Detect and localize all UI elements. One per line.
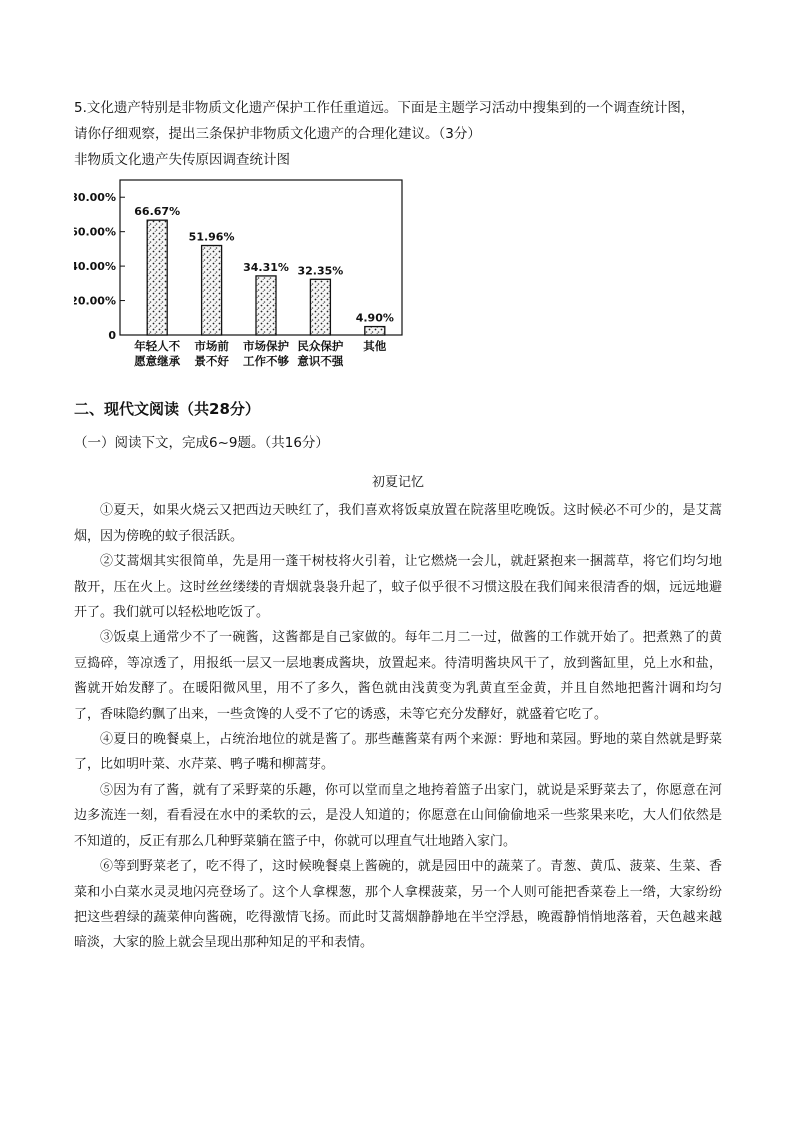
y-tick-label: 20.00% — [74, 294, 116, 308]
y-tick-label: 80.00% — [74, 191, 116, 205]
paragraph: ②艾蒿烟其实很简单，先是用一蓬干树枝将火引着，让它燃烧一会儿，就赶紧抱来一捆蒿草，将它们均匀地散开，压在火上。这时丝丝缕缕的青烟就袅袅升起了，蚊子似乎很不习惯这股在我们闻来很清香的烟，远远地避开了。我们就可以轻松地吃饭了。 — [74, 554, 722, 621]
bar — [256, 276, 276, 335]
bar-value-label: 4.90% — [355, 311, 394, 325]
category-label: 市场前 — [194, 339, 229, 353]
chart-container — [74, 178, 414, 373]
bar-chart — [74, 178, 414, 373]
category-label: 景不好 — [194, 354, 229, 368]
question-5-line-2: 请你仔细观察，提出三条保护非物质文化遗产的合理化建议。（3分） — [74, 126, 481, 142]
paragraph: ①夏天，如果火烧云又把西边天映红了，我们喜欢将饭桌放置在院落里吃晚饭。这时候必不可少的，是艾蒿烟，因为傍晚的蚊子很活跃。 — [74, 503, 722, 544]
bar — [310, 279, 330, 335]
bar-value-label: 51.96% — [188, 230, 235, 244]
paragraph: ⑥等到野菜老了，吃不得了，这时候晚餐桌上酱碗的，就是园田中的蔬菜了。青葱、黄瓜、菠菜、生菜、香菜和小白菜水灵灵地闪亮登场了。这个人拿棵葱，那个人拿棵菠菜，另一个人则可能把香菜卷上一绺，大家纷纷把这些碧绿的蔬菜伸向酱碗，吃得激情飞扬。而此时艾蒿烟静静地在半空浮悬，晚霞静悄悄地落着，天色越来越暗淡，大家的脸上就会呈现出那种知足的平和表情。 — [74, 859, 722, 951]
paragraph: ④夏日的晚餐桌上，占统治地位的就是酱了。那些蘸酱菜有两个来源：野地和菜园。野地的菜自然就是野菜了，比如明叶菜、水芹菜、鸭子嘴和柳蒿芽。 — [74, 732, 722, 773]
y-tick-label: 0 — [108, 329, 116, 342]
bar-value-label: 66.67% — [134, 205, 181, 219]
category-label: 意识不强 — [297, 354, 344, 368]
y-tick-label: 40.00% — [74, 260, 116, 274]
bar — [202, 246, 222, 335]
article-title: 初夏记忆 — [371, 475, 424, 490]
category-label: 愿意继承 — [134, 354, 181, 368]
bar-value-label: 32.35% — [297, 264, 344, 278]
chart-caption: 非物质文化遗产失传原因调查统计图 — [74, 152, 290, 168]
category-label: 年轻人不 — [134, 339, 181, 353]
category-label: 市场保护 — [243, 339, 289, 353]
section-2-title: 二、现代文阅读（共28分） — [74, 400, 260, 418]
question-5-line-1: 5.文化遗产特别是非物质文化遗产保护工作任重道远。下面是主题学习活动中搜集到的一个调查统计图， — [74, 100, 695, 116]
category-label: 其他 — [363, 339, 387, 353]
bar — [147, 220, 167, 335]
category-label: 民众保护 — [297, 339, 344, 353]
question-5 — [74, 95, 734, 173]
paragraph: ③饭桌上通常少不了一碗酱，这酱都是自己家做的。每年二月二一过，做酱的工作就开始了。把煮熟了的黄豆捣碎，等凉透了，用报纸一层又一层地裹成酱块，放置起来。待清明酱块风干了，放到酱缸里，兑上水和盐，酱就开始发酵了。在暖阳微风里，用不了多久，酱色就由浅黄变为乳黄直至金黄，并且自然地把酱汁调和均匀了，香味隐约飘了出来，一些贪馋的人受不了它的诱惑，未等它充分发酵好，就盛着它吃了。 — [74, 630, 722, 722]
category-label: 工作不够 — [243, 354, 289, 368]
article — [74, 470, 722, 956]
paragraph: ⑤因为有了酱，就有了采野菜的乐趣，你可以堂而皇之地挎着篮子出家门，就说是采野菜去了，你愿意在河边多流连一刻，看看浸在水中的柔软的云，是没人知道的；你愿意在山间偷偷地采一些浆果来吃，大人们依然是不知道的，反正有那么几种野菜躺在篮子中，你就可以理直气壮地踏入家门。 — [74, 782, 722, 849]
y-tick-label: 60.00% — [74, 225, 116, 239]
bar-value-label: 34.31% — [243, 260, 289, 274]
part-1-instruction: （一）阅读下文，完成6~9题。（共16分） — [74, 435, 329, 451]
bar — [365, 327, 385, 335]
